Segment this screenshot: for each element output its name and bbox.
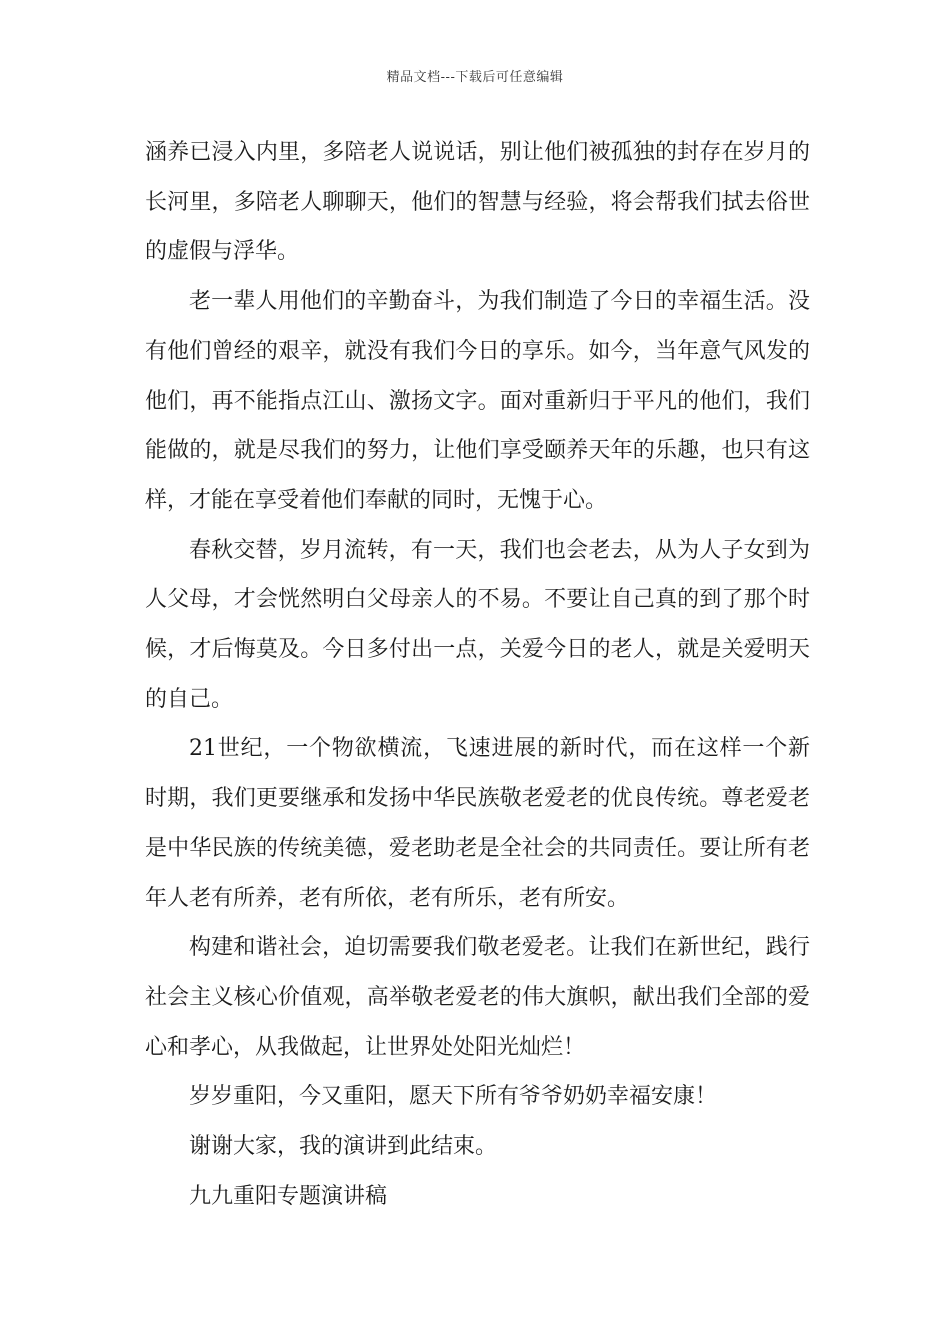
paragraph: 春秋交替，岁月流转，有一天，我们也会老去，从为人子女到为人父母，才会恍然明白父母亲人的不易。不要让自己真的到了那个时候，才后悔莫及。今日多付出一点，关爱今日的老人，就是关爱明天的自己。	[145, 537, 810, 712]
paragraph: 岁岁重阳，今又重阳，愿天下所有爷爷奶奶幸福安康！	[189, 1084, 718, 1110]
paragraph: 21世纪，一个物欲横流，飞速进展的新时代，而在这样一个新时期，我们更要继承和发扬中华民族敬老爱老的优良传统。尊老爱老是中华民族的传统美德，爱老助老是全社会的共同责任。要让所有老年人老有所养，老有所依，老有所乐，老有所安。	[145, 736, 810, 911]
closing-line: 谢谢大家，我的演讲到此结束。	[189, 1134, 498, 1160]
document-body	[145, 128, 810, 1221]
next-section-title: 九九重阳专题演讲稿	[189, 1183, 388, 1209]
paragraph: 老一辈人用他们的辛勤奋斗，为我们制造了今日的幸福生活。没有他们曾经的艰辛，就没有我们今日的享乐。如今，当年意气风发的他们，再不能指点江山、激扬文字。面对重新归于平凡的他们，我们能做的，就是尽我们的努力，让他们享受颐养天年的乐趣，也只有这样，才能在享受着他们奉献的同时，无愧于心。	[145, 289, 810, 513]
paragraph-continuation: 涵养已浸入内里，多陪老人说说话，别让他们被孤独的封存在岁月的长河里，多陪老人聊聊天，他们的智慧与经验，将会帮我们拭去俗世的虚假与浮华。	[145, 140, 810, 265]
page-header: 精品文档---下载后可任意编辑	[386, 70, 564, 85]
paragraph: 构建和谐社会，迫切需要我们敬老爱老。让我们在新世纪，践行社会主义核心价值观，高举敬老爱老的伟大旗帜，献出我们全部的爱心和孝心，从我做起，让世界处处阳光灿烂！	[145, 935, 810, 1060]
